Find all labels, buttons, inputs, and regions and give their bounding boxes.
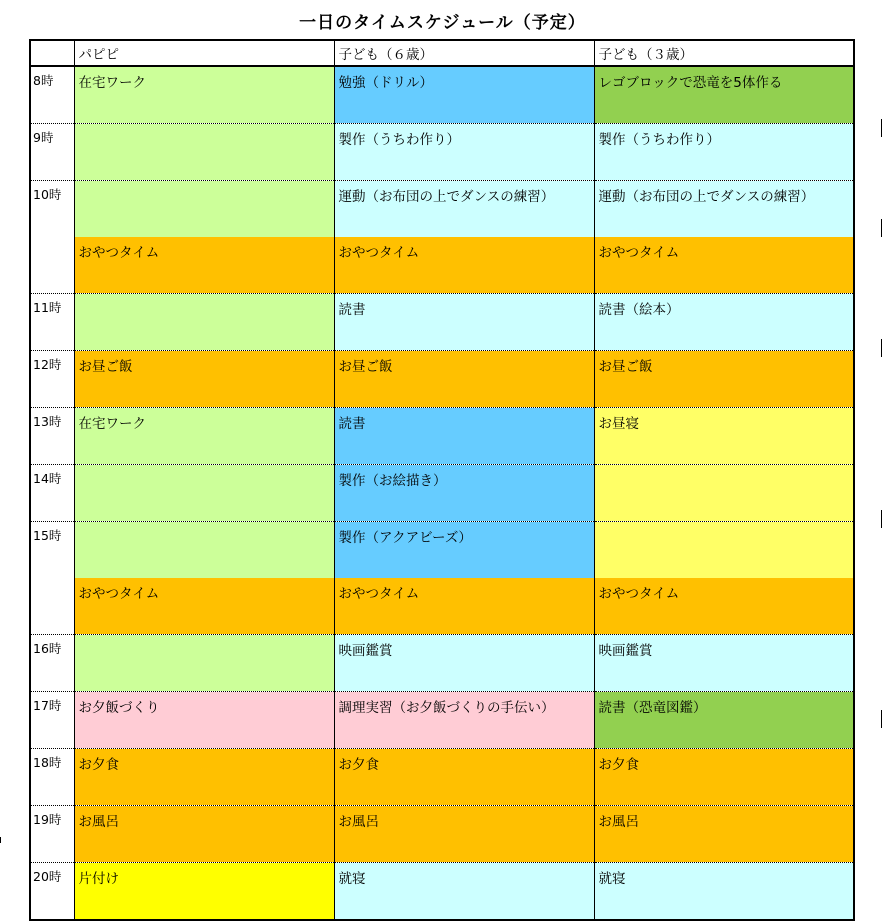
time-cell[interactable] <box>30 237 74 294</box>
cell-papipi[interactable] <box>74 181 334 238</box>
cell-papipi[interactable]: 在宅ワーク <box>74 66 334 124</box>
right-edge-mark <box>881 510 882 528</box>
schedule-table <box>29 39 855 921</box>
time-cell[interactable]: 14時 <box>30 465 74 522</box>
right-edge-mark <box>881 119 882 137</box>
cell-child-6[interactable]: 映画鑑賞 <box>334 635 594 692</box>
cell-child-6[interactable]: 就寝 <box>334 863 594 921</box>
header-time[interactable] <box>30 40 74 66</box>
schedule-row <box>30 237 854 294</box>
cell-papipi[interactable] <box>74 522 334 579</box>
schedule-row <box>30 522 854 579</box>
cell-child-6[interactable]: おやつタイム <box>334 237 594 294</box>
cell-papipi[interactable]: 片付け <box>74 863 334 921</box>
header-child-3[interactable]: 子ども（３歳） <box>594 40 854 66</box>
time-cell[interactable]: 15時 <box>30 522 74 579</box>
schedule-row <box>30 692 854 749</box>
cell-child-6[interactable]: 製作（お絵描き） <box>334 465 594 522</box>
cell-papipi[interactable] <box>74 635 334 692</box>
cell-child-3[interactable]: おやつタイム <box>594 578 854 635</box>
cell-papipi[interactable] <box>74 124 334 181</box>
cell-papipi[interactable]: おやつタイム <box>74 237 334 294</box>
cell-child-3[interactable]: おやつタイム <box>594 237 854 294</box>
cell-child-3[interactable]: お夕食 <box>594 749 854 806</box>
cell-child-3[interactable]: 就寝 <box>594 863 854 921</box>
time-cell[interactable]: 11時 <box>30 294 74 351</box>
time-cell[interactable]: 18時 <box>30 749 74 806</box>
schedule-row <box>30 635 854 692</box>
time-cell[interactable] <box>30 578 74 635</box>
cell-child-3[interactable]: お昼寝 <box>594 408 854 465</box>
cell-papipi[interactable]: 在宅ワーク <box>74 408 334 465</box>
cell-papipi[interactable] <box>74 294 334 351</box>
schedule-row <box>30 124 854 181</box>
left-edge-mark <box>0 837 1 843</box>
cell-child-3[interactable]: お風呂 <box>594 806 854 863</box>
cell-child-6[interactable]: お風呂 <box>334 806 594 863</box>
cell-child-3[interactable] <box>594 522 854 579</box>
cell-child-6[interactable]: 読書 <box>334 294 594 351</box>
schedule-row <box>30 806 854 863</box>
schedule-row <box>30 863 854 921</box>
time-cell[interactable]: 16時 <box>30 635 74 692</box>
time-cell[interactable]: 9時 <box>30 124 74 181</box>
time-cell[interactable]: 10時 <box>30 181 74 238</box>
time-cell[interactable]: 12時 <box>30 351 74 408</box>
cell-child-6[interactable]: 運動（お布団の上でダンスの練習） <box>334 181 594 238</box>
cell-child-3[interactable]: 映画鑑賞 <box>594 635 854 692</box>
page-title: 一日のタイムスケジュール（予定） <box>299 13 586 33</box>
header-papipi[interactable]: パピピ <box>74 40 334 66</box>
cell-papipi[interactable]: お昼ご飯 <box>74 351 334 408</box>
schedule-row <box>30 465 854 522</box>
schedule-row <box>30 294 854 351</box>
cell-child-3[interactable]: 読書（恐竜図鑑） <box>594 692 854 749</box>
cell-child-3[interactable]: お昼ご飯 <box>594 351 854 408</box>
cell-child-3[interactable]: 運動（お布団の上でダンスの練習） <box>594 181 854 238</box>
right-edge-mark <box>881 339 882 357</box>
schedule-row <box>30 351 854 408</box>
time-cell[interactable]: 19時 <box>30 806 74 863</box>
cell-papipi[interactable]: お風呂 <box>74 806 334 863</box>
cell-child-6[interactable]: 読書 <box>334 408 594 465</box>
cell-child-3[interactable]: 製作（うちわ作り） <box>594 124 854 181</box>
cell-child-6[interactable]: お夕食 <box>334 749 594 806</box>
schedule-row <box>30 578 854 635</box>
time-cell[interactable]: 20時 <box>30 863 74 921</box>
schedule-row <box>30 408 854 465</box>
schedule-row <box>30 66 854 124</box>
cell-child-6[interactable]: 勉強（ドリル） <box>334 66 594 124</box>
cell-child-3[interactable]: 読書（絵本） <box>594 294 854 351</box>
right-edge-mark <box>881 219 882 237</box>
header-child-6[interactable]: 子ども（６歳） <box>334 40 594 66</box>
cell-child-6[interactable]: 製作（うちわ作り） <box>334 124 594 181</box>
cell-child-6[interactable]: 製作（アクアビーズ） <box>334 522 594 579</box>
cell-papipi[interactable]: お夕飯づくり <box>74 692 334 749</box>
header-row <box>30 40 854 66</box>
cell-child-6[interactable]: 調理実習（お夕飯づくりの手伝い） <box>334 692 594 749</box>
time-cell[interactable]: 17時 <box>30 692 74 749</box>
right-edge-mark <box>881 710 882 728</box>
schedule-row <box>30 749 854 806</box>
cell-child-3[interactable]: レゴブロックで恐竜を5体作る <box>594 66 854 124</box>
time-cell[interactable]: 8時 <box>30 66 74 124</box>
cell-child-6[interactable]: お昼ご飯 <box>334 351 594 408</box>
cell-papipi[interactable]: おやつタイム <box>74 578 334 635</box>
cell-child-6[interactable]: おやつタイム <box>334 578 594 635</box>
schedule-row <box>30 181 854 238</box>
cell-papipi[interactable]: お夕食 <box>74 749 334 806</box>
cell-child-3[interactable] <box>594 465 854 522</box>
cell-papipi[interactable] <box>74 465 334 522</box>
time-cell[interactable]: 13時 <box>30 408 74 465</box>
